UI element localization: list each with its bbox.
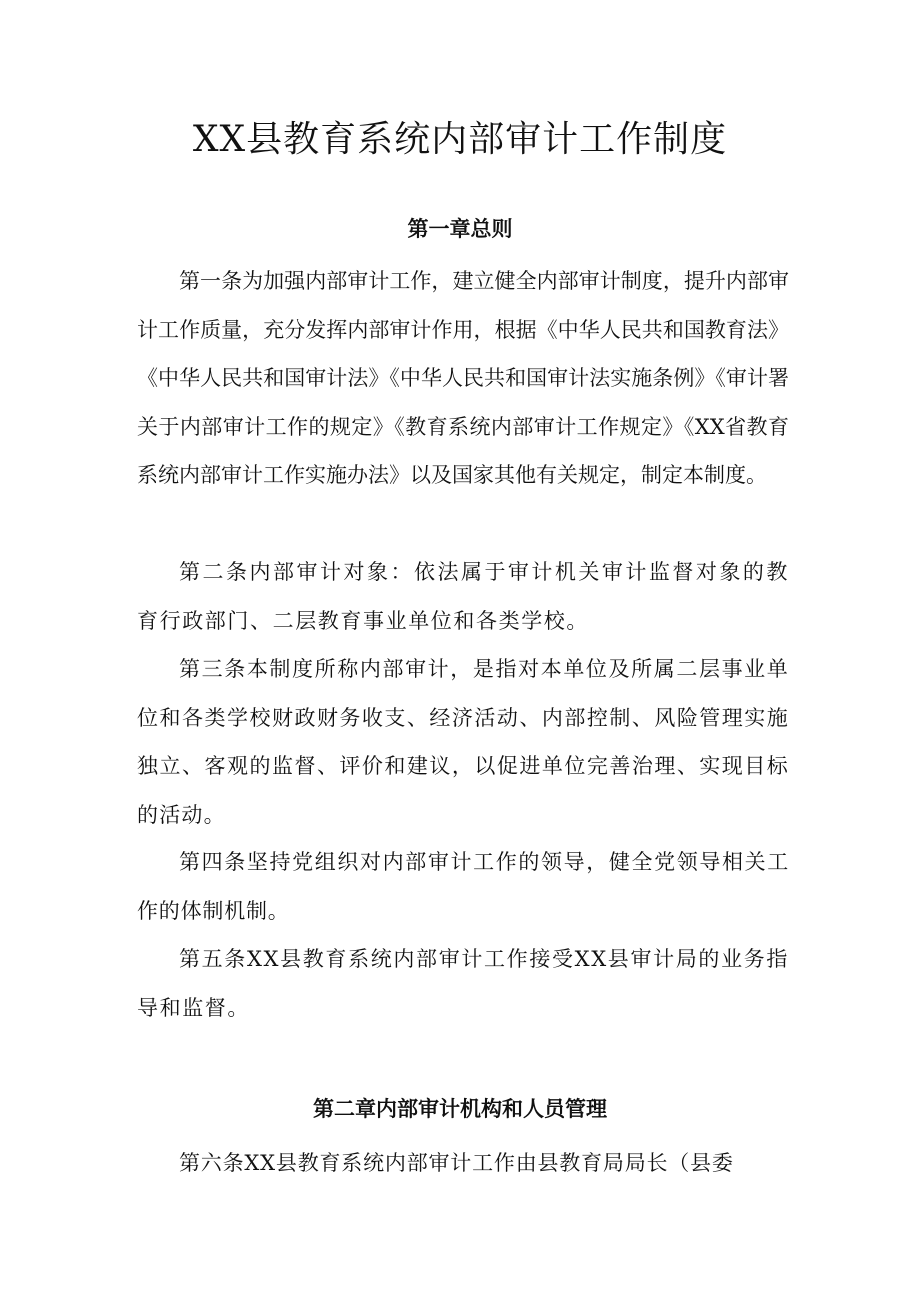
article-2: 第二条内部审计对象：依法属于审计机关审计监督对象的教育行政部门、二层教育事业单位和各类学校。 bbox=[137, 560, 789, 633]
article-1: 第一条为加强内部审计工作，建立健全内部审计制度，提升内部审计工作质量，充分发挥内部审计作用，根据《中华人民共和国教育法》《中华人民共和国审计法》《中华人民共和国审计法实施条例》《审计署关于内部审计工作的规定》《教育系统内部审计工作规定》《XX省教育系统内部审计工作实施办法》以及国家其他有关规定，制定本制度。 bbox=[137, 269, 789, 488]
chapter-heading-2: 第二章内部审计机构和人员管理 bbox=[313, 1097, 607, 1121]
article-4: 第四条坚持党组织对内部审计工作的领导，健全党领导相关工作的体制机制。 bbox=[137, 850, 789, 923]
article-6: 第六条XX县教育系统内部审计工作由县教育局局长（县委 bbox=[179, 1151, 734, 1175]
document-title: XX县教育系统内部审计工作制度 bbox=[192, 119, 728, 160]
article-3: 第三条本制度所称内部审计，是指对本单位及所属二层事业单位和各类学校财政财务收支、经济活动、内部控制、风险管理实施独立、客观的监督、评价和建议，以促进单位完善治理、实现目标的活动。 bbox=[137, 657, 789, 827]
chapter-heading-1: 第一章总则 bbox=[407, 217, 513, 241]
article-5: 第五条XX县教育系统内部审计工作接受XX县审计局的业务指导和监督。 bbox=[137, 947, 789, 1020]
